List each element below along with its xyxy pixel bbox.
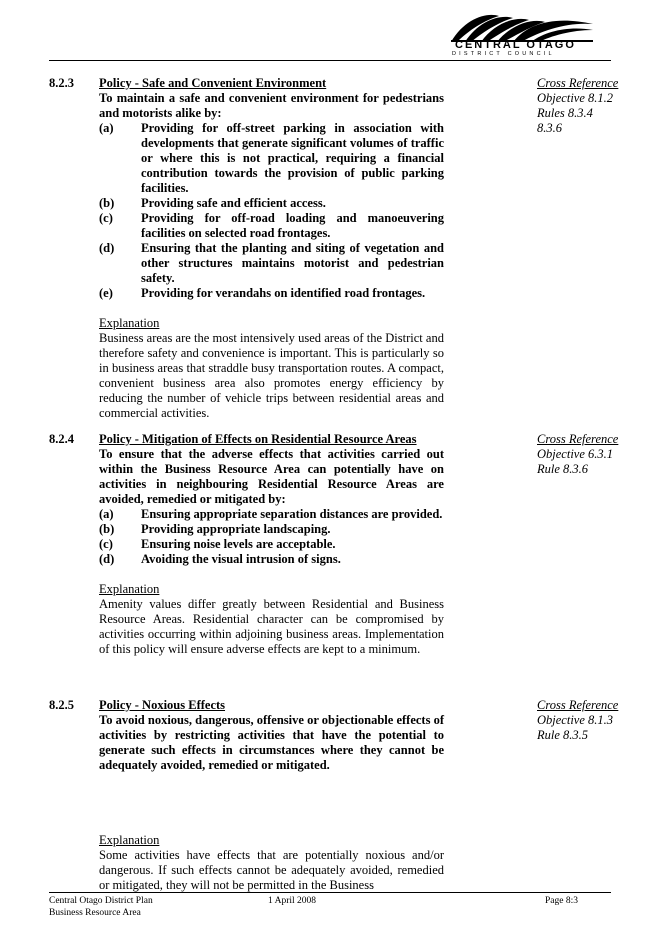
section-title: Policy - Mitigation of Effects on Residential Resource Areas xyxy=(99,432,417,446)
section-title: Policy - Noxious Effects xyxy=(99,698,226,712)
header-divider xyxy=(49,60,611,61)
list-item: (b) Providing safe and efficient access. xyxy=(99,196,326,210)
cross-reference-heading: Cross Reference xyxy=(537,432,619,446)
section-intro: To ensure that the adverse effects that activities carried out within the Business Resource Area can potentially have on activities in neighbouring Residential Resource Areas are avoided, remedied or mitigated by: xyxy=(99,447,444,506)
section-body xyxy=(99,76,444,421)
cross-reference-line: 8.3.6 xyxy=(537,121,562,135)
list-item: (d) Avoiding the visual intrusion of signs. xyxy=(99,552,341,566)
cross-reference-line: Rule 8.3.5 xyxy=(537,728,589,742)
footer-doc-title: Central Otago District Plan xyxy=(49,896,153,906)
cross-reference-line: Rules 8.3.4 xyxy=(537,106,593,120)
explanation-text: Business areas are the most intensively used areas of the District and therefore safety and convenience is important. This is particularly so in business areas that straddle busy transportation routes. A compact, convenient business area also promotes energy efficiency by reducing the number of vehicle trips between residential areas and commercial activities. xyxy=(99,331,444,420)
list-item: (d) Ensuring that the planting and siting of vegetation and other structures maintains motorist and pedestrian safety. xyxy=(99,241,444,285)
footer-divider xyxy=(49,892,611,893)
footer-page-number: Page 8:3 xyxy=(545,896,578,906)
explanation-heading: Explanation xyxy=(99,316,160,330)
footer-date: 1 April 2008 xyxy=(268,896,317,906)
cross-reference-line: Objective 8.1.3 xyxy=(537,713,614,727)
list-item: (c) Providing for off-road loading and manoeuvering facilities on selected road frontages. xyxy=(99,211,444,240)
section-number: 8.2.4 xyxy=(49,432,74,446)
list-item: (c) Ensuring noise levels are acceptable. xyxy=(99,537,336,551)
section-number: 8.2.5 xyxy=(49,698,74,712)
cross-reference-heading: Cross Reference xyxy=(537,76,619,90)
section-body xyxy=(99,432,444,657)
explanation-text: Some activities have effects that are potentially noxious and/or dangerous. If such effects cannot be adequately avoided, remedied or mitigated, they will not be permitted in the Business xyxy=(99,848,444,892)
explanation-heading: Explanation xyxy=(99,833,160,847)
cross-reference-line: Rule 8.3.6 xyxy=(537,462,589,476)
logo-org-name: CENTRAL OTAGO xyxy=(455,39,576,51)
list-item: (a) Providing for off-street parking in association with developments that generate significant volumes of traffic or where this is not practical, requiring a financial contribution towards the provision of public parking facilities. xyxy=(99,121,444,195)
cross-reference xyxy=(537,76,618,136)
cross-reference-heading: Cross Reference xyxy=(537,698,619,712)
footer-doc-info xyxy=(49,895,153,919)
section-title: Policy - Safe and Convenient Environment xyxy=(99,76,327,90)
list-item: (e) Providing for verandahs on identified road frontages. xyxy=(99,286,426,300)
list-item: (a) Ensuring appropriate separation distances are provided. xyxy=(99,507,443,521)
list-item: (b) Providing appropriate landscaping. xyxy=(99,522,331,536)
section-number: 8.2.3 xyxy=(49,76,74,90)
section-intro: To maintain a safe and convenient environment for pedestrians and motorists alike by: xyxy=(99,91,444,120)
explanation-text: Amenity values differ greatly between Residential and Business Resource Areas. Residential character can be compromised by activities occurring within adjoining business areas. Implementation of this policy will ensure adverse effects are kept to a minimum. xyxy=(99,597,444,656)
section-intro: To avoid noxious, dangerous, offensive or objectionable effects of activities by restricting activities that have the potential to generate such effects in circumstances where they cannot be adequately avoided, remedied or mitigated. xyxy=(99,713,444,772)
footer-doc-section: Business Resource Area xyxy=(49,908,141,918)
cross-reference-line: Objective 8.1.2 xyxy=(537,91,614,105)
cross-reference xyxy=(537,432,618,477)
explanation-heading: Explanation xyxy=(99,582,160,596)
logo-org-subtitle: DISTRICT COUNCIL xyxy=(452,51,555,57)
section-body xyxy=(99,698,444,893)
cross-reference-line: Objective 6.3.1 xyxy=(537,447,614,461)
cross-reference xyxy=(537,698,618,743)
